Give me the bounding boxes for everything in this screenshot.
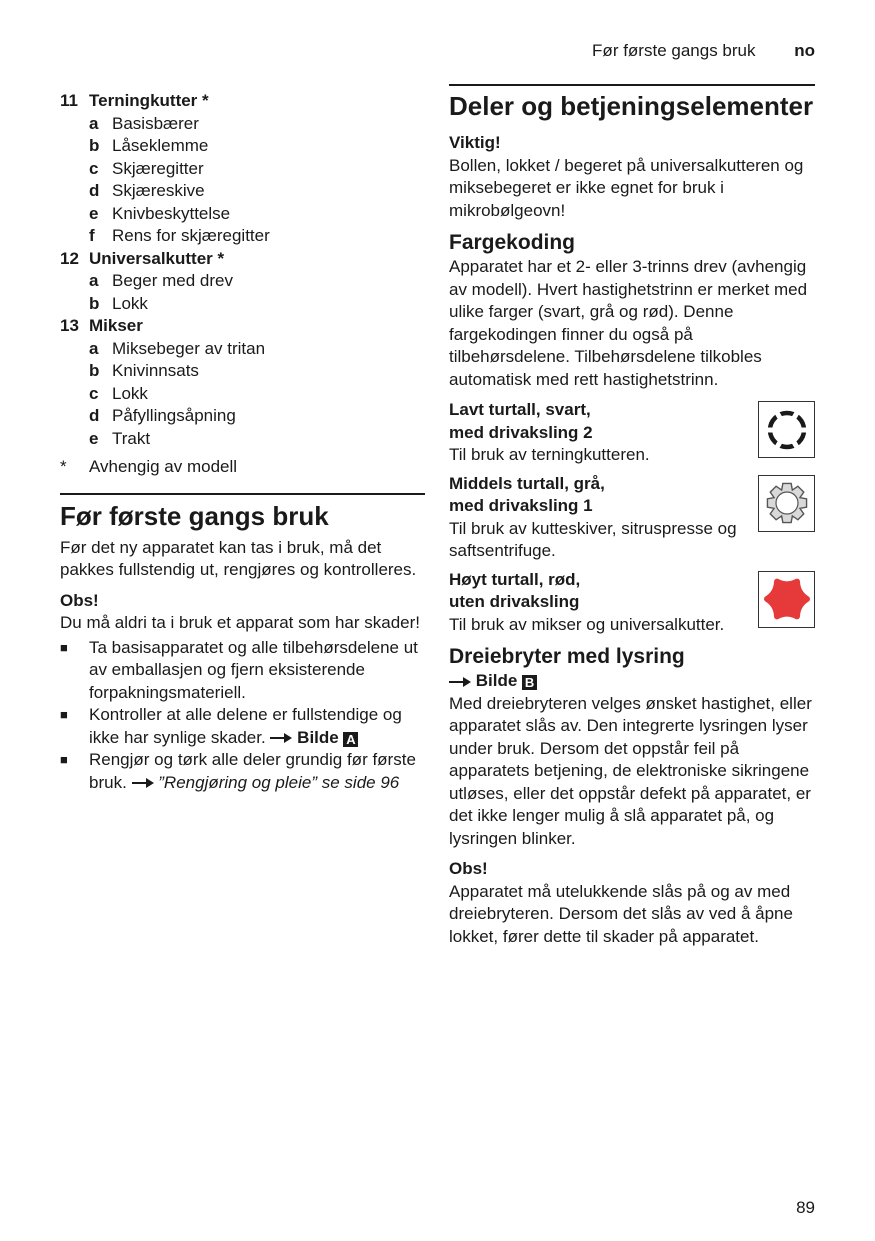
item-letter: c [89, 158, 99, 178]
running-header [592, 40, 815, 63]
group-title: Mikser [89, 316, 143, 335]
parts-group [60, 315, 425, 338]
rotary-obs-label: Obs! [449, 859, 488, 878]
figure-reference-link[interactable]: Bilde [475, 671, 518, 690]
item-label: Påfyllingsåpning [112, 406, 236, 425]
item-label: Trakt [112, 428, 151, 448]
bullet-item [60, 704, 425, 749]
rotary-obs-text: Apparatet må utelukkende slås på og av med dreiebryteren. Dersom det slås av ved å åpne lokket, fører dette til skader på apparatet. [449, 881, 793, 946]
item-letter: a [89, 113, 99, 133]
bullet-square-icon: ■ [60, 707, 68, 722]
item-label: Skjæreskive [112, 181, 205, 200]
speed-description: Til bruk av mikser og universalkutter. [449, 614, 725, 634]
first-use-intro: Før det ny apparatet kan tas i bruk, må det pakkes fullstendig ut, rengjøres og kontrolleres. [60, 537, 417, 579]
bullet-text: Ta basisapparatet og alle tilbehørsdelene ut av emballasjen og fjern eksisterende forpakningsmateriell. [89, 637, 418, 702]
item-label: Lokk [112, 293, 148, 313]
first-use-obs-label: Obs! [60, 590, 99, 610]
rotary-text: Med dreiebryteren velges ønsket hastighet, eller apparatet slås av. Den integrerte lysringen lyser under bruk. Dersom det oppstår feil på apparatets betjening, de elektroniske sikringene utløses, eller det oppstår defekt på apparatet, er det ikke lenger mulig å slå apparatet på, og lysringen blinker. [449, 693, 812, 848]
figure-label-badge: A [343, 732, 358, 747]
parts-item [60, 270, 425, 293]
speed-title: med drivaksling 2 [449, 422, 593, 442]
group-title: Terningkutter * [89, 91, 209, 110]
footnote [60, 456, 425, 479]
footnote-mark: * [60, 457, 67, 476]
parts-item [60, 383, 425, 406]
speed-block [449, 569, 815, 637]
first-use-bullets [60, 637, 425, 795]
section-divider [449, 84, 815, 86]
header-section-title: Før første gangs bruk [592, 41, 756, 60]
item-letter: e [89, 428, 99, 448]
parts-item [60, 405, 425, 428]
left-column [60, 90, 425, 794]
parts-list [60, 90, 425, 450]
bullet-item [60, 637, 425, 705]
first-use-obs-text: Du må aldri ta i bruk et apparat som har skader! [60, 613, 420, 632]
parts-item [60, 135, 425, 158]
item-letter: f [89, 226, 95, 245]
figure-reference-link[interactable]: Bilde [297, 727, 339, 747]
header-language: no [794, 41, 815, 60]
important-text: Bollen, lokket / begeret på universalkutteren og miksebegeret er ikke egnet for bruk i mikrobølgeovn! [449, 155, 804, 220]
arrow-right-icon [449, 677, 471, 687]
arrow-right-icon [270, 733, 292, 743]
speed-title: med drivaksling 1 [449, 496, 593, 515]
item-label: Beger med drev [112, 271, 233, 290]
arrow-right-icon [132, 778, 154, 788]
parts-item [60, 293, 425, 316]
first-use-title: Før første gangs bruk [60, 500, 329, 531]
item-label: Rens for skjæregitter [112, 226, 270, 245]
section-divider [60, 493, 425, 495]
item-letter: a [89, 271, 99, 290]
color-coding-text: Apparatet har et 2- eller 3-trinns drev (avhengig av modell). Hvert hastighetstrinn er merket med ulike farger (svart, grå og rød). Denne fargekodingen finner du også på tilbehørsdelene. Tilbehørsdelene tilkobles automatisk med rett hastighetstrinn. [449, 257, 808, 389]
parts-group [60, 248, 425, 271]
parts-controls-title: Deler og betjeningselementer [449, 91, 814, 121]
important-label: Viktig! [449, 133, 501, 152]
bullet-square-icon: ■ [60, 752, 68, 767]
item-letter: d [89, 181, 100, 200]
black-drive-icon [758, 401, 815, 458]
red-drive-icon [758, 571, 815, 628]
cleaning-reference-link[interactable]: ”Rengjøring og pleie” se side 96 [158, 772, 400, 792]
grey-drive-icon [758, 475, 815, 532]
color-coding-title: Fargekoding [449, 231, 576, 254]
parts-item [60, 428, 425, 451]
speed-block [449, 473, 815, 563]
parts-item [60, 338, 425, 361]
figure-label-badge: B [522, 675, 537, 690]
item-letter: b [89, 361, 100, 380]
item-letter: e [89, 203, 99, 223]
page-number: 89 [796, 1198, 815, 1217]
group-number: 12 [60, 248, 79, 268]
item-letter: b [89, 136, 100, 155]
right-column [449, 84, 815, 948]
item-label: Knivbeskyttelse [112, 203, 231, 223]
speed-title: uten drivaksling [449, 592, 580, 611]
group-title: Universalkutter * [89, 248, 225, 268]
parts-item [60, 180, 425, 203]
parts-item [60, 225, 425, 248]
footnote-text: Avhengig av modell [89, 457, 238, 476]
item-label: Basisbærer [112, 113, 199, 133]
item-letter: c [89, 383, 99, 403]
item-label: Miksebeger av tritan [112, 338, 266, 358]
speed-title: Lavt turtall, svart, [449, 400, 591, 419]
bullet-text: Rengjør og tørk alle deler grundig før første bruk. [89, 750, 416, 792]
bullet-item [60, 749, 425, 794]
item-label: Skjæregitter [112, 158, 204, 178]
item-letter: a [89, 338, 99, 358]
item-label: Låseklemme [112, 136, 209, 155]
rotary-title: Dreiebryter med lysring [449, 645, 685, 668]
group-number: 13 [60, 316, 79, 335]
item-letter: b [89, 293, 100, 313]
rotary-ref-line [449, 670, 815, 693]
item-label: Lokk [112, 383, 148, 403]
parts-item [60, 113, 425, 136]
bullet-text: Kontroller at alle delene er fullstendige og ikke har synlige skader. [89, 705, 402, 747]
speed-block [449, 399, 815, 467]
parts-group [60, 90, 425, 113]
speed-list [449, 399, 815, 636]
item-label: Knivinnsats [112, 361, 199, 380]
parts-item [60, 360, 425, 383]
speed-description: Til bruk av terningkutteren. [449, 445, 650, 464]
speed-title: Høyt turtall, rød, [449, 569, 581, 589]
item-letter: d [89, 406, 100, 425]
parts-item [60, 203, 425, 226]
group-number: 11 [60, 91, 78, 110]
bullet-square-icon: ■ [60, 639, 68, 655]
speed-title: Middels turtall, grå, [449, 473, 605, 493]
speed-description: Til bruk av kutteskiver, sitruspresse og saftsentrifuge. [449, 518, 737, 560]
parts-item [60, 158, 425, 181]
